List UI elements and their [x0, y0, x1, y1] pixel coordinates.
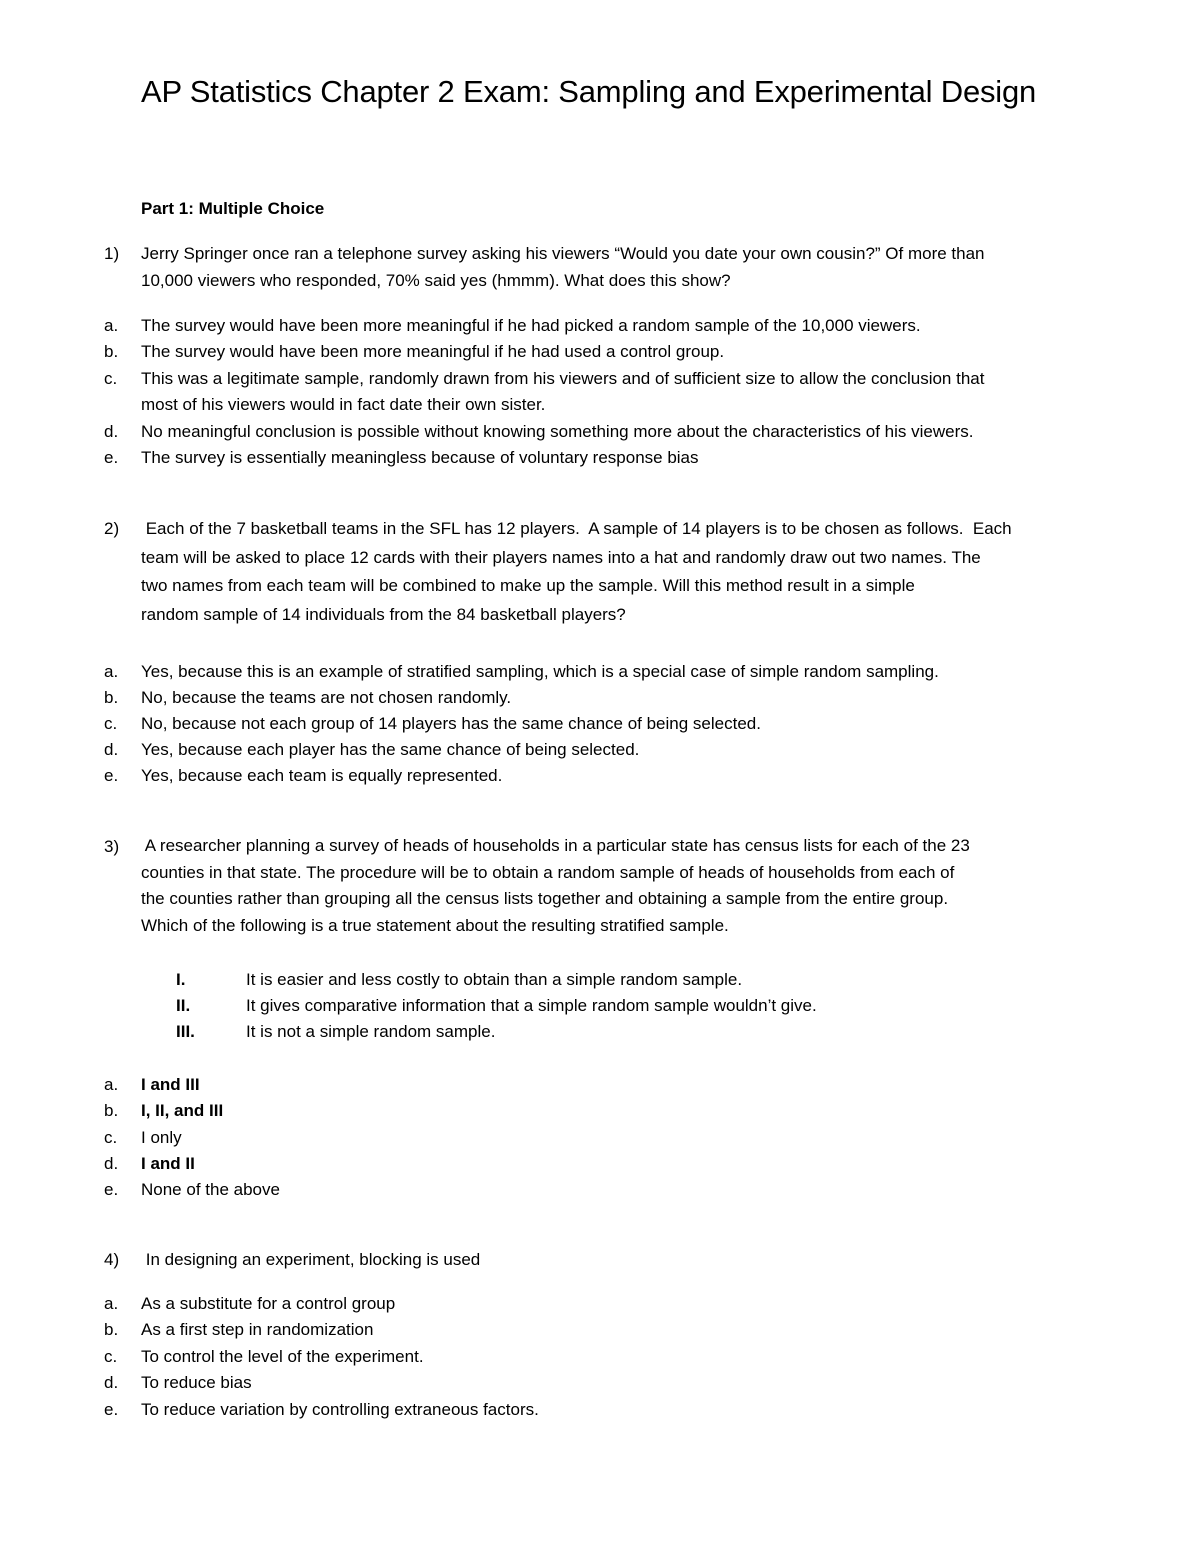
option-text: I and III [141, 1075, 200, 1094]
option-text: This was a legitimate sample, randomly drawn from his viewers and of sufficient size to allow the conclusion that [141, 369, 985, 388]
question-1-option-c-continued [104, 391, 545, 418]
option-letter: a. [104, 662, 119, 681]
option-letter: b. [104, 1101, 119, 1120]
option-letter: c. [104, 714, 118, 733]
question-3-text [141, 833, 1131, 939]
option-letter: a. [104, 1294, 119, 1313]
option-letter: e. [104, 1180, 119, 1199]
option-text: No meaningful conclusion is possible without knowing something more about the characteristics of his viewers. [141, 422, 974, 441]
option-text: No, because not each group of 14 players has the same chance of being selected. [141, 714, 761, 733]
question-2-option-b [104, 684, 511, 711]
question-2-line: random sample of 14 individuals from the 84 basketball players? [141, 604, 626, 624]
question-4-text [141, 1246, 1131, 1273]
question-4-option-e [104, 1396, 539, 1423]
option-text: To reduce variation by controlling extraneous factors. [141, 1400, 539, 1419]
question-3-statement-2 [176, 992, 817, 1019]
statement-text: It is not a simple random sample. [246, 1022, 496, 1041]
option-letter: d. [104, 422, 119, 441]
option-letter: b. [104, 342, 119, 361]
option-letter: c. [104, 1347, 118, 1366]
option-text: To control the level of the experiment. [141, 1347, 424, 1366]
question-2-option-e [104, 762, 502, 789]
statement-number: I. [176, 970, 186, 989]
question-4-number: 4) [104, 1250, 120, 1269]
question-1-option-c [104, 365, 984, 392]
option-letter: d. [104, 740, 119, 759]
question-3-number: 3) [104, 837, 120, 856]
statement-number: II. [176, 996, 191, 1015]
option-text: Yes, because this is an example of stratified sampling, which is a special case of simple random sampling. [141, 662, 939, 681]
question-3-option-d [104, 1150, 195, 1177]
question-2-number: 2) [104, 519, 120, 538]
option-text: The survey would have been more meaningful if he had picked a random sample of the 10,000 viewers. [141, 316, 921, 335]
question-1-option-b [104, 338, 724, 365]
question-1-line: Jerry Springer once ran a telephone survey asking his viewers “Would you date your own cousin?” Of more than [141, 244, 985, 263]
option-letter: d. [104, 1154, 119, 1173]
option-letter: a. [104, 316, 119, 335]
question-3-option-a [104, 1071, 200, 1098]
option-letter: a. [104, 1075, 119, 1094]
question-4-option-b [104, 1316, 373, 1343]
question-2-line: Each of the 7 basketball teams in the SFL has 12 players. A sample of 14 players is to be chosen as follows. Each [141, 519, 1012, 538]
option-text: Yes, because each player has the same chance of being selected. [141, 740, 640, 759]
option-text: As a first step in randomization [141, 1320, 374, 1339]
question-4-option-c [104, 1343, 424, 1370]
question-2-line: team will be asked to place 12 cards with their players names into a hat and randomly draw out two names. The [141, 547, 981, 567]
option-letter: e. [104, 1400, 119, 1419]
option-text: The survey is essentially meaningless because of voluntary response bias [141, 448, 699, 467]
option-text: I and II [141, 1154, 195, 1173]
option-text: No, because the teams are not chosen randomly. [141, 688, 512, 707]
question-3-line: A researcher planning a survey of heads of households in a particular state has census lists for each of the 23 [141, 836, 970, 855]
question-3-line: Which of the following is a true statement about the resulting stratified sample. [141, 915, 729, 935]
question-3-option-c [104, 1124, 182, 1151]
question-3-statement-3 [176, 1018, 495, 1045]
question-1-option-e [104, 444, 699, 471]
question-3-line: the counties rather than grouping all the census lists together and obtaining a sample from the entire group. [141, 889, 949, 908]
option-text: I only [141, 1128, 182, 1147]
question-3-option-e [104, 1176, 280, 1203]
statement-number: III. [176, 1022, 195, 1041]
question-2-line: two names from each team will be combined to make up the sample. Will this method result in a simple [141, 576, 915, 595]
question-4-line: In designing an experiment, blocking is used [141, 1250, 481, 1269]
question-3-statement-1 [176, 966, 742, 993]
question-2-option-c [104, 710, 761, 737]
option-text: Yes, because each team is equally represented. [141, 766, 503, 785]
question-3-option-b [104, 1097, 223, 1124]
option-text: To reduce bias [141, 1373, 252, 1392]
option-text: None of the above [141, 1180, 280, 1199]
option-text: most of his viewers would in fact date their own sister. [141, 395, 546, 414]
question-2-option-a [104, 658, 939, 685]
statement-text: It gives comparative information that a simple random sample wouldn’t give. [246, 996, 817, 1015]
question-1-line: 10,000 viewers who responded, 70% said yes (hmmm). What does this show? [141, 271, 731, 290]
option-letter: e. [104, 766, 119, 785]
option-letter: c. [104, 369, 118, 388]
option-text: As a substitute for a control group [141, 1294, 396, 1313]
option-text: I, II, and III [141, 1101, 224, 1120]
part1-heading: Part 1: Multiple Choice [141, 199, 325, 218]
question-4-option-d [104, 1369, 252, 1396]
option-letter: b. [104, 688, 119, 707]
question-1-option-d [104, 418, 973, 445]
question-1-option-a [104, 312, 921, 339]
question-2-option-d [104, 736, 639, 763]
question-1-text [141, 240, 1131, 294]
option-letter: e. [104, 448, 119, 467]
option-letter: c. [104, 1128, 118, 1147]
page-title: AP Statistics Chapter 2 Exam: Sampling and Experimental Design [141, 74, 1037, 109]
question-1-number: 1) [104, 244, 120, 263]
question-3-line: counties in that state. The procedure will be to obtain a random sample of heads of households from each of [141, 862, 955, 882]
question-4-option-a [104, 1290, 395, 1317]
option-text: The survey would have been more meaningful if he had used a control group. [141, 342, 725, 361]
statement-text: It is easier and less costly to obtain than a simple random sample. [246, 970, 743, 989]
question-2-text [141, 515, 1131, 629]
option-letter: d. [104, 1373, 119, 1392]
option-letter: b. [104, 1320, 119, 1339]
